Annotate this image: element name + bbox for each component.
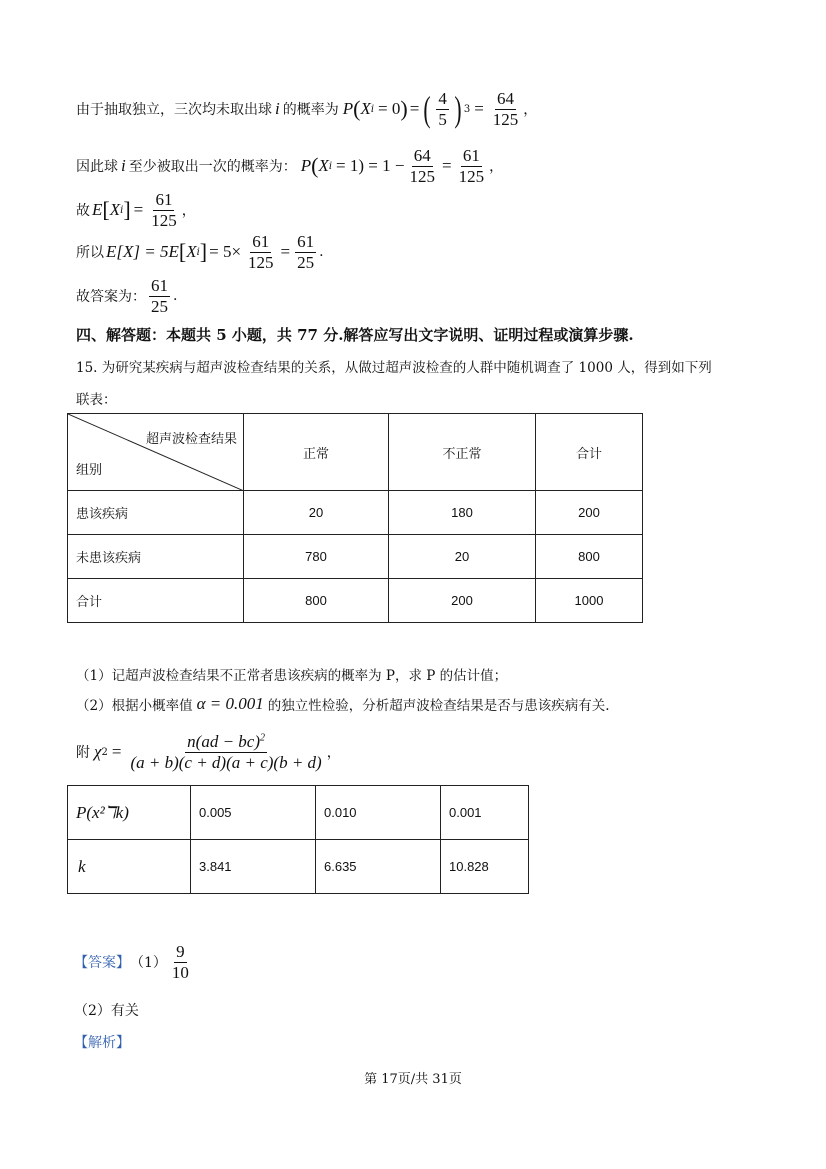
chi-square-formula: 附 χ 2 = $\frac{n(ad - bc)^2}{(a + b)(c + d)(a + c)(b + d)}$ ，: [76, 732, 341, 772]
answer-part2: （2）有关: [74, 1003, 139, 1019]
problem-text-1: 15. 为研究某疾病与超声波检查结果的关系，从做过超声波检查的人群中随机调查了 1000 人，得到如下列: [76, 360, 712, 376]
problem-text-2: 联表：: [76, 392, 117, 408]
line1-eq0: = 0: [378, 99, 401, 118]
question-2-suffix: 的独立性检验，分析超声波检查结果是否与患该疾病有关.: [267, 698, 610, 714]
question-2: [76, 694, 610, 714]
contingency-table: [67, 413, 643, 623]
chi-symbol: χ: [94, 742, 102, 762]
line1-ball-i: i: [275, 99, 280, 118]
table-corner-cell: [68, 414, 244, 491]
diagonal-line: [68, 414, 244, 491]
answer-line: [74, 942, 194, 982]
line3-text: 故: [76, 203, 90, 220]
line1-exp: 3: [463, 103, 471, 115]
table-cell: 0.001: [441, 786, 529, 840]
line2-frac-num: 64: [413, 146, 431, 165]
table-cell: 800: [536, 535, 643, 579]
solution-line-3: 故 E [ X i ] = $\frac{61}{125}$ ，: [76, 190, 196, 230]
table-row: [68, 579, 643, 623]
row-label: 患该疾病: [68, 491, 244, 535]
solution-line-2: 因此球 i 至少被取出一次的概率为： P ( X i = 1) = 1 − $\frac{64}{125}$ = $\frac{61}{125}$ ，: [76, 146, 504, 186]
question-2-prefix: （2）根据小概率值: [76, 698, 193, 714]
table-cell: 0.005: [191, 786, 316, 840]
line5-text: 故答案为：: [76, 289, 146, 306]
table-cell: 20: [244, 491, 389, 535]
header-normal: 正常: [244, 414, 389, 491]
line4-text: 所以: [76, 245, 104, 262]
line1-tail: ，: [523, 102, 538, 118]
line1-X: X: [360, 99, 371, 118]
line4-result-den: 25: [297, 252, 315, 272]
line4-times: = 5×: [209, 242, 242, 262]
line1-sub: i: [370, 103, 375, 115]
table-cell: 0.010: [316, 786, 441, 840]
line5-frac-num: 61: [151, 276, 168, 295]
table-cell: 200: [536, 491, 643, 535]
answer-tag: 【答案】: [74, 955, 130, 972]
table-cell: 200: [389, 579, 536, 623]
line5-frac-den: 25: [151, 296, 168, 316]
solution-line-5: 故答案为： $\frac{61}{25}$ .: [76, 276, 178, 316]
question-1: （1）记超声波检查结果不正常者患该疾病的概率为 P，求 P 的估计值；: [76, 668, 508, 684]
line2-text: 因此球: [76, 159, 118, 176]
table-row: [68, 786, 529, 840]
critical-value-table: [67, 785, 529, 894]
line2-result-den: 125: [458, 166, 485, 186]
line4-expr: E[X] = 5E: [106, 242, 179, 262]
line1-result-num: 64: [497, 88, 515, 108]
line1-text2: 的概率为: [282, 102, 339, 118]
formula-denominator: (a + b)(c + d)(a + c)(b + d): [130, 752, 322, 772]
line4-result-num: 61: [297, 232, 315, 251]
line1-frac-den: 5: [438, 109, 447, 129]
table-cell: 800: [244, 579, 389, 623]
table-cell: 1000: [536, 579, 643, 623]
line2-frac-den: 125: [409, 166, 435, 186]
row-label: 合计: [68, 579, 244, 623]
table-cell: 3.841: [191, 840, 316, 894]
line3-E: E: [92, 200, 103, 220]
line2-ball-i: i: [121, 156, 126, 176]
answer-frac-den: 10: [171, 962, 189, 982]
corner-bottom-label: 组别: [76, 462, 103, 477]
table-row: [68, 491, 643, 535]
alpha-value: α = 0.001: [196, 694, 264, 713]
line1-frac-num: 4: [438, 88, 447, 108]
line4-frac-den: 125: [248, 252, 274, 272]
page-footer: 第 17页/共 31页: [364, 1072, 462, 1087]
line2-result-num: 61: [462, 146, 480, 165]
table-cell: 20: [389, 535, 536, 579]
header-abnormal: 不正常: [389, 414, 536, 491]
solution-line-1: 由于抽取独立，三次均未取出球 i 的概率为 P ( X i = 0 ) = ( $\frac{4}{5}$ ) 3 = $\frac{64}{125}$ ，: [76, 88, 538, 129]
line1-eq: =: [409, 99, 420, 118]
table-cell: 780: [244, 535, 389, 579]
table-cell: 6.635: [316, 840, 441, 894]
formula-tail: ，: [326, 745, 341, 762]
corner-top-label: 超声波检查结果: [145, 431, 237, 446]
table-cell: 10.828: [441, 840, 529, 894]
header-total: 合计: [536, 414, 643, 491]
line1-P: P: [342, 99, 354, 118]
line2-text2: 至少被取出一次的概率为：: [128, 159, 297, 176]
table-cell: 180: [389, 491, 536, 535]
line3-frac-den: 125: [151, 210, 177, 230]
line3-frac-num: 61: [155, 190, 173, 209]
answer-frac-num: 9: [176, 942, 185, 961]
critical-row1-label: P(x²ℸk): [68, 786, 191, 840]
formula-numerator: n(ad − bc)$^2$: [187, 732, 266, 751]
critical-row2-label: k: [68, 840, 191, 894]
row-label: 未患该疾病: [68, 535, 244, 579]
analysis-tag: 【解析】: [74, 1035, 130, 1051]
section-heading: 四、解答题：本题共 5 小题，共 77 分.解答应写出文字说明、证明过程或演算步骤.: [76, 326, 634, 344]
line4-frac-num: 61: [252, 232, 270, 251]
line1-text: 由于抽取独立，三次均未取出球: [76, 102, 272, 118]
line1-result-den: 125: [492, 109, 519, 129]
table-row: [68, 840, 529, 894]
formula-prefix: 附: [76, 745, 90, 762]
answer-part1-prefix: （1）: [130, 955, 167, 972]
line2-eq1: = 1) = 1 −: [336, 156, 405, 176]
table-row: [68, 535, 643, 579]
solution-line-4: 所以 E[X] = 5E [ X i ] = 5× $\frac{61}{125}$ = $\frac{61}{25}$ .: [76, 232, 324, 272]
